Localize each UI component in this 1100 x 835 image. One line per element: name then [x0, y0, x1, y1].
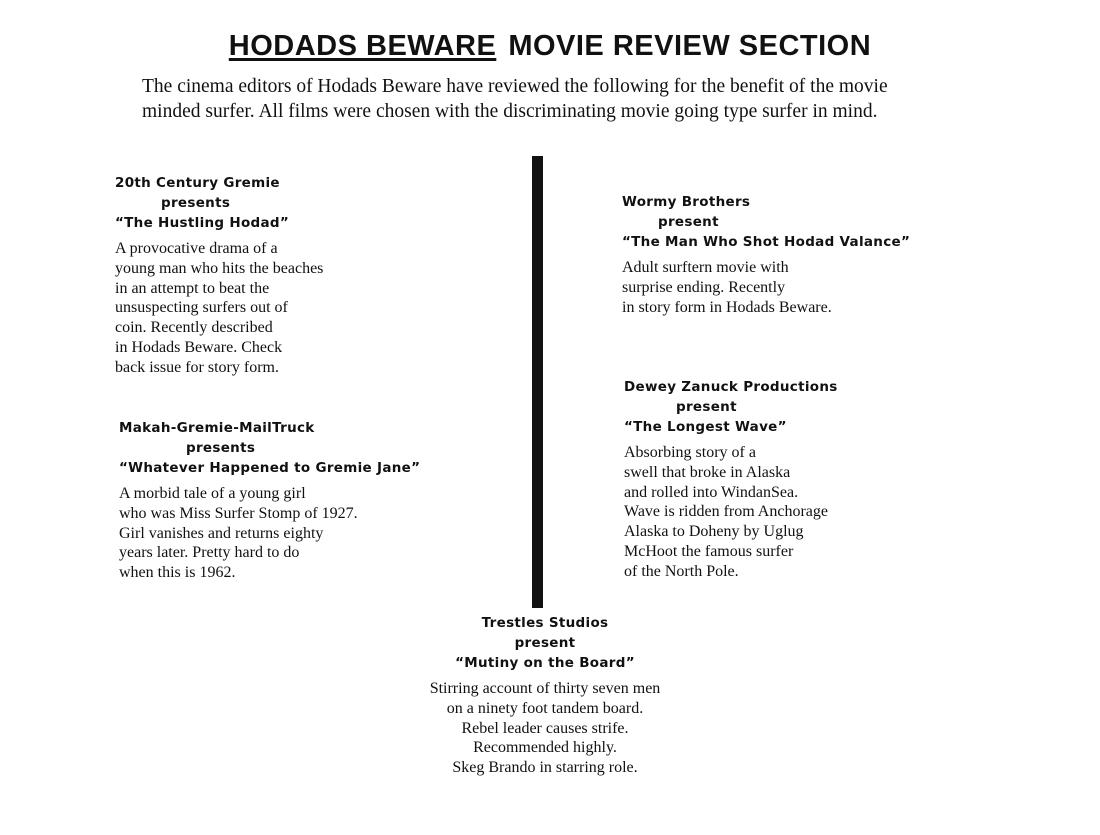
- description-line: in story form in Hodads Beware.: [622, 298, 832, 316]
- description-line: Stirring account of thirty seven men: [429, 680, 661, 697]
- description-line: when this is 1962.: [119, 564, 236, 582]
- description-line: A morbid tale of a young girl: [119, 485, 306, 502]
- review-description: [115, 239, 515, 378]
- review-description: [345, 679, 745, 778]
- description-line: Recommended highly.: [473, 739, 617, 757]
- intro-line: The cinema editors of Hodads Beware have reviewed the following for the benefit of the movie: [142, 76, 888, 97]
- studio-name: Dewey Zanuck Productions: [624, 379, 838, 395]
- magazine-title: HODADS BEWARE: [228, 30, 497, 62]
- description-line: of the North Pole.: [624, 562, 739, 580]
- review-hustling-hodad: [115, 173, 515, 378]
- review-longest-wave: [624, 377, 1044, 582]
- description-line: Wave is ridden from Anchorage: [624, 503, 828, 521]
- presents-label: present: [514, 635, 576, 651]
- description-line: swell that broke in Alaska: [624, 463, 791, 481]
- description-line: Girl vanishes and returns eighty: [119, 524, 324, 542]
- page-heading: [0, 30, 1100, 63]
- description-line: years later. Pretty hard to do: [119, 544, 300, 562]
- review-description: [119, 484, 524, 583]
- description-line: who was Miss Surfer Stomp of 1927.: [119, 504, 358, 522]
- description-line: unsuspecting surfers out of: [115, 299, 288, 317]
- review-gremie-jane: [119, 418, 524, 583]
- description-line: Adult surftern movie with: [622, 259, 789, 276]
- description-line: young man who hits the beaches: [115, 259, 324, 277]
- movie-title: “Mutiny on the Board”: [455, 655, 635, 671]
- description-line: back issue for story form.: [115, 358, 279, 376]
- description-line: on a ninety foot tandem board.: [446, 699, 644, 717]
- studio-name: Makah-Gremie-MailTruck: [119, 420, 315, 436]
- movie-title: “Whatever Happened to Gremie Jane”: [119, 460, 421, 476]
- intro-line: minded surfer. All films were chosen with the discriminating movie going type surfer in mind.: [142, 101, 878, 122]
- movie-title: “The Man Who Shot Hodad Valance”: [622, 234, 911, 250]
- review-description: [622, 258, 1042, 317]
- movie-title: “The Longest Wave”: [624, 419, 787, 435]
- description-line: and rolled into WindanSea.: [624, 483, 799, 501]
- description-line: A provocative drama of a: [115, 240, 278, 257]
- presents-label: present: [676, 399, 737, 415]
- review-description: [624, 443, 1044, 582]
- description-line: in Hodads Beware. Check: [115, 338, 283, 356]
- review-hodad-valance: [622, 192, 1042, 317]
- description-line: Skeg Brando in starring role.: [452, 759, 638, 777]
- description-line: coin. Recently described: [115, 319, 273, 337]
- description-line: Absorbing story of a: [624, 444, 756, 461]
- presents-label: presents: [161, 195, 231, 211]
- studio-name: 20th Century Gremie: [115, 175, 280, 191]
- section-title: MOVIE REVIEW SECTION: [508, 30, 872, 62]
- description-line: surprise ending. Recently: [622, 278, 786, 296]
- presents-label: presents: [186, 440, 256, 456]
- description-line: Rebel leader causes strife.: [461, 719, 629, 737]
- presents-label: present: [658, 214, 719, 230]
- movie-title: “The Hustling Hodad”: [115, 215, 290, 231]
- studio-name: Wormy Brothers: [622, 194, 751, 210]
- review-mutiny-on-the-board: [345, 613, 745, 778]
- description-line: in an attempt to beat the: [115, 279, 270, 297]
- description-line: Alaska to Doheny by Uglug: [624, 523, 804, 541]
- column-divider: [532, 156, 543, 608]
- description-line: McHoot the famous surfer: [624, 542, 794, 560]
- studio-name: Trestles Studios: [481, 615, 609, 631]
- intro-paragraph: [142, 74, 1022, 124]
